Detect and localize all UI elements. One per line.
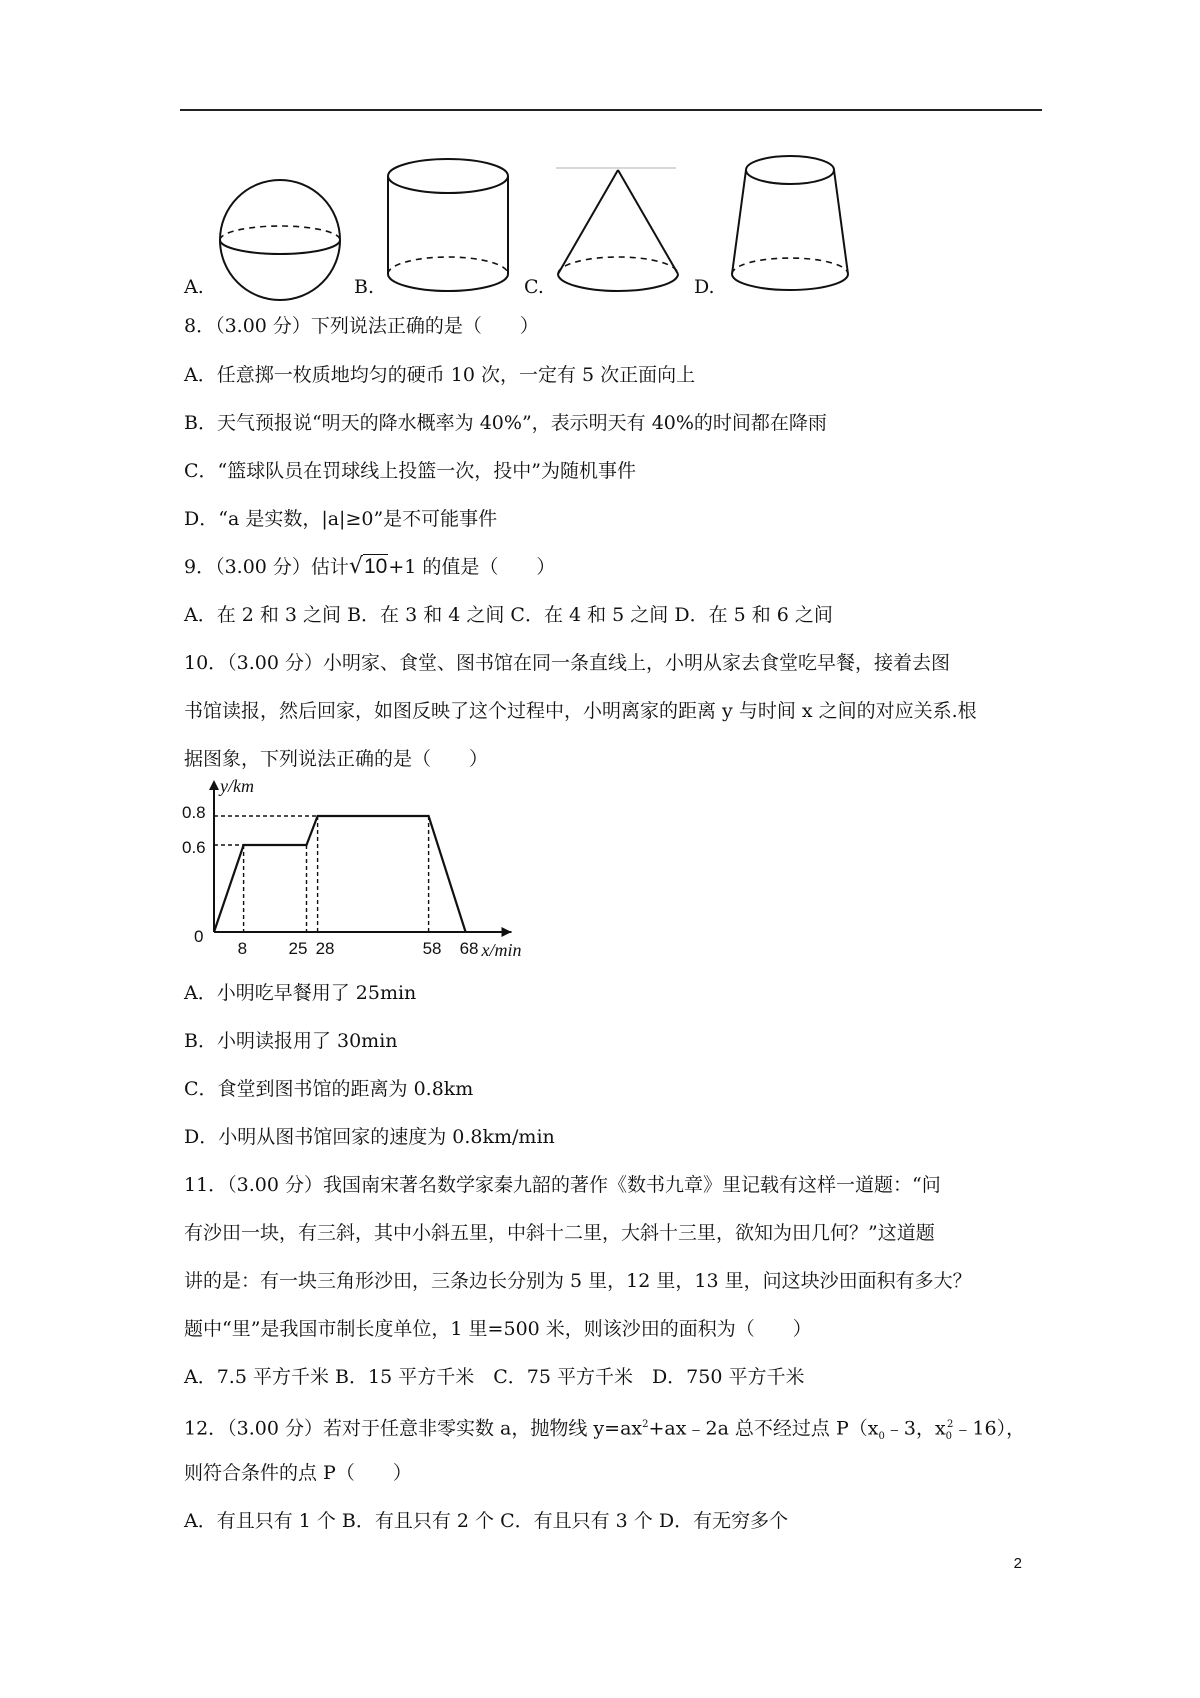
sqrt-expression — [349, 554, 388, 580]
frustum-figure — [728, 152, 852, 296]
x-tick-label-8: 8 — [237, 939, 248, 958]
q11-options: A．7.5 平方千米 B．15 平方千米 C．75 平方千米 D．750 平方千米 — [184, 1366, 805, 1388]
q8-option-d: D．“a 是实数，|a|≥0”是不可能事件 — [184, 508, 498, 530]
chart-series — [214, 816, 466, 932]
figure-label-c: C. — [524, 276, 544, 298]
q12-part-a: 12．（3.00 分）若对于任意非零实数 a，抛物线 y=ax — [184, 1417, 643, 1440]
q12-part-d: ﹣16）， — [953, 1417, 1026, 1440]
q12-sub-1: 0 — [878, 1431, 885, 1443]
q10-line-2: 书馆读报，然后回家，如图反映了这个过程中，小明离家的距离 y 与时间 x 之间的对应关系.根 — [184, 700, 977, 722]
q9-options: A．在 2 和 3 之间 B．在 3 和 4 之间 C．在 4 和 5 之间 D．在 5 和 6 之间 — [184, 604, 833, 626]
q9-suffix: +1 的值是（ ） — [388, 556, 556, 578]
q12-part-b: +ax﹣2a 总不经过点 P（x — [648, 1417, 879, 1440]
q10-option-c: C．食堂到图书馆的距离为 0.8km — [184, 1078, 474, 1100]
x-tick-label-25: 25 — [288, 939, 308, 958]
figure-label-a: A. — [184, 276, 204, 298]
q12-line-1 — [184, 1412, 1025, 1450]
q10-option-d: D．小明从图书馆回家的速度为 0.8km/min — [184, 1126, 555, 1148]
figure-label-b: B. — [354, 276, 375, 298]
q11-line-1: 11．（3.00 分）我国南宋著名数学家秦九韶的著作《数书九章》里记载有这样一道题：“问 — [184, 1174, 941, 1196]
q8-option-b: B．天气预报说“明天的降水概率为 40%”，表示明天有 40%的时间都在降雨 — [184, 412, 827, 434]
cylinder-figure — [386, 156, 510, 296]
q12-sup-1: 2 — [642, 1419, 649, 1430]
q8-option-a: A．任意掷一枚质地均匀的硬币 10 次，一定有 5 次正面向上 — [184, 364, 696, 386]
y-axis-arrow — [209, 780, 219, 790]
x-axis-arrow — [502, 927, 512, 937]
chart-axes — [209, 780, 512, 937]
radicand: 10 — [363, 555, 388, 578]
x-tick-label-58: 58 — [422, 939, 442, 958]
chart-guides — [214, 816, 429, 932]
q12-options: A．有且只有 1 个 B．有且只有 2 个 C．有且只有 3 个 D．有无穷多个 — [184, 1510, 789, 1532]
radical-sign: √ — [348, 554, 363, 579]
x-tick-label-28: 28 — [315, 939, 335, 958]
q8-option-c: C．“篮球队员在罚球线上投篮一次，投中”为随机事件 — [184, 460, 636, 482]
y-axis-label: y/km — [220, 776, 254, 796]
x-axis-label: x/min — [481, 940, 522, 960]
sphere-figure — [218, 178, 342, 302]
q12-sub-2: 0 — [945, 1431, 953, 1443]
q10-line-3: 据图象，下列说法正确的是（ ） — [184, 748, 489, 770]
figure-label-d: D. — [694, 276, 715, 298]
q12-sup-2: 2 — [947, 1419, 954, 1430]
y-tick-label-0.6: 0.6 — [182, 838, 206, 857]
q12-line-2: 则符合条件的点 P（ ） — [184, 1462, 412, 1484]
q12-part-c: ﹣3，x — [884, 1417, 946, 1440]
q11-line-4: 题中“里”是我国市制长度单位，1 里=500 米，则该沙田的面积为（ ） — [184, 1318, 812, 1340]
origin-label: 0 — [194, 927, 204, 946]
q9-prefix: 9．（3.00 分）估计 — [184, 556, 349, 578]
q11-line-3: 讲的是：有一块三角形沙田，三条边长分别为 5 里，12 里，13 里，问这块沙田面积有多大？ — [184, 1270, 972, 1292]
cone-figure — [556, 166, 680, 296]
x-tick-label-68: 68 — [459, 939, 479, 958]
q9-stem — [184, 554, 555, 580]
q8-stem: 8．（3.00 分）下列说法正确的是（ ） — [184, 315, 539, 337]
page-number: 2 — [1013, 1555, 1022, 1572]
q10-line-1: 10．（3.00 分）小明家、食堂、图书馆在同一条直线上，小明从家去食堂吃早餐，接着去图 — [184, 652, 951, 674]
q10-option-b: B．小明读报用了 30min — [184, 1030, 398, 1052]
q10-option-a: A．小明吃早餐用了 25min — [184, 982, 417, 1004]
y-tick-label-0.8: 0.8 — [182, 803, 206, 822]
distance-line — [214, 816, 466, 932]
q11-line-2: 有沙田一块，有三斜，其中小斜五里，中斜十二里，大斜十三里，欲知为田几何？”这道题 — [184, 1222, 935, 1244]
header-rule — [180, 109, 1042, 111]
distance-time-chart — [180, 778, 560, 963]
